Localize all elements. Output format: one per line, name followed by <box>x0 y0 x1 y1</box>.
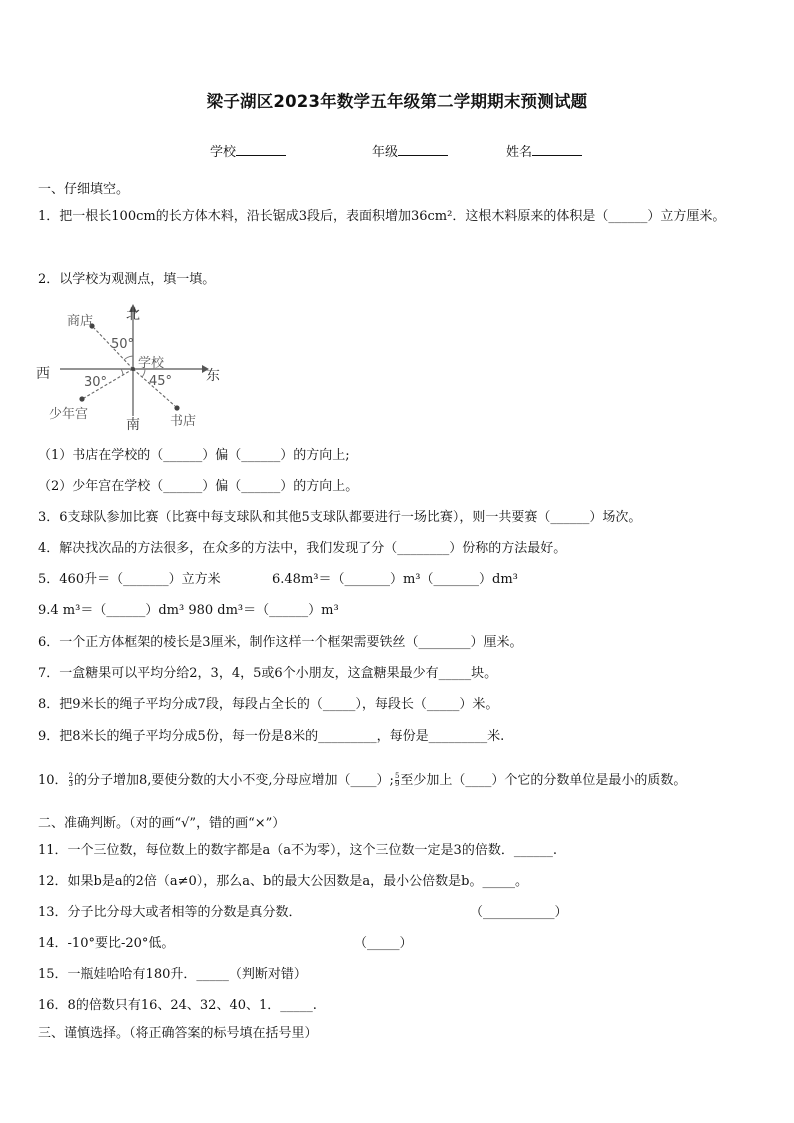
bookstore-label: 书店 <box>170 414 197 429</box>
grade-blank[interactable] <box>398 143 448 156</box>
grade-field[interactable] <box>372 141 448 160</box>
question-10 <box>38 773 686 789</box>
name-field[interactable] <box>506 141 582 160</box>
question-14: 14．-10°要比-20°低。 <box>38 936 175 951</box>
grade-label: 年级 <box>372 145 399 160</box>
question-13: 13．分子比分母大或者相等的分数是真分数． <box>38 905 302 920</box>
youth-palace-label: 少年宫 <box>49 407 89 422</box>
angle-arc-50 <box>124 356 133 360</box>
question-2-1: （1）书店在学校的（______）偏（______）的方向上; <box>38 448 350 463</box>
east-label: 东 <box>206 368 220 384</box>
bookstore-point <box>174 405 179 410</box>
school-label: 学校 <box>210 145 237 160</box>
fraction-2-3: $\frac{2}{3}$ <box>68 772 74 788</box>
question-10-part1: 的分子增加8,要使分数的大小不变,分母应增加（____）; <box>74 773 394 788</box>
school-label: 学校 <box>138 356 165 371</box>
question-8: 8．把9米长的绳子平均分成7段，每段占全长的（_____），每段长（_____）米。 <box>38 697 499 712</box>
angle-arc-30 <box>121 369 123 375</box>
question-10-number: 10． <box>38 773 68 788</box>
question-15: 15．一瓶娃哈哈有180升．_____（判断对错） <box>38 967 307 982</box>
name-blank[interactable] <box>532 143 582 156</box>
school-field[interactable] <box>210 141 286 160</box>
question-7: 7．一盒糖果可以平均分给2，3，4，5或6个小朋友，这盒糖果最少有_____块。 <box>38 666 498 681</box>
south-label: 南 <box>126 417 140 432</box>
school-blank[interactable] <box>236 143 286 156</box>
name-label: 姓名 <box>506 145 533 160</box>
question-2: 2．以学校为观测点，填一填。 <box>38 272 216 287</box>
west-label: 西 <box>36 366 50 382</box>
school-point <box>131 367 135 371</box>
page-title: 梁子湖区2023年数学五年级第二学期期末预测试题 <box>206 92 588 111</box>
store-label: 商店 <box>67 314 94 329</box>
question-4: 4．解决找次品的方法很多，在众多的方法中，我们发现了分（________）份称的方法最好。 <box>38 541 567 556</box>
north-label: 北 <box>126 307 140 323</box>
question-16: 16．8的倍数只有16、24、32、40、1．_____. <box>38 998 317 1013</box>
question-3: 3．6支球队参加比赛（比赛中每支球队和其他5支球队都要进行一场比赛），则一共要赛（______）场次。 <box>38 510 642 525</box>
question-2-2: （2）少年宫在学校（______）偏（______）的方向上。 <box>38 479 359 494</box>
question-5a: 5．460升＝（_______）立方米 <box>38 572 221 587</box>
question-6: 6．一个正方体框架的棱长是3厘米，制作这样一个框架需要铁丝（________）厘米。 <box>38 635 523 650</box>
angle-label-30: 30° <box>84 375 108 390</box>
fraction-5-9: $\frac{5}{9}$ <box>394 772 400 788</box>
question-9: 9．把8米长的绳子平均分成5份，每一份是8米的_________，每份是_________米. <box>38 729 505 744</box>
section-heading-3: 三、谨慎选择。（将正确答案的标号填在括号里） <box>38 1026 318 1041</box>
direction-diagram <box>34 298 234 432</box>
question-1: 1．把一根长100cm的长方体木料，沿长锯成3段后，表面积增加36cm²．这根木料原来的体积是（______）立方厘米。 <box>38 209 726 224</box>
question-5c: 9.4 m³＝（______）dm³ 980 dm³＝（______）m³ <box>38 603 339 618</box>
question-12: 12．如果b是a的2倍（a≠0），那么a、b的最大公因数是a，最小公倍数是b。_____。 <box>38 874 528 889</box>
question-14-answer-blank[interactable]: （_____） <box>354 936 413 951</box>
section-heading-2: 二、准确判断。（对的画“√”，错的画“×”） <box>38 816 286 831</box>
question-13-answer-blank[interactable]: （___________） <box>470 905 568 920</box>
youth-palace-point <box>79 396 84 401</box>
question-11: 11．一个三位数，每位数上的数字都是a（a不为零），这个三位数一定是3的倍数．______. <box>38 843 557 858</box>
question-10-part2: 至少加上（____）个它的分数单位是最小的质数。 <box>400 773 687 788</box>
angle-label-50: 50° <box>111 337 135 352</box>
question-5b: 6.48m³＝（_______）m³（_______）dm³ <box>272 572 518 587</box>
angle-label-45: 45° <box>149 374 173 389</box>
section-heading-1: 一、仔细填空。 <box>38 182 130 197</box>
